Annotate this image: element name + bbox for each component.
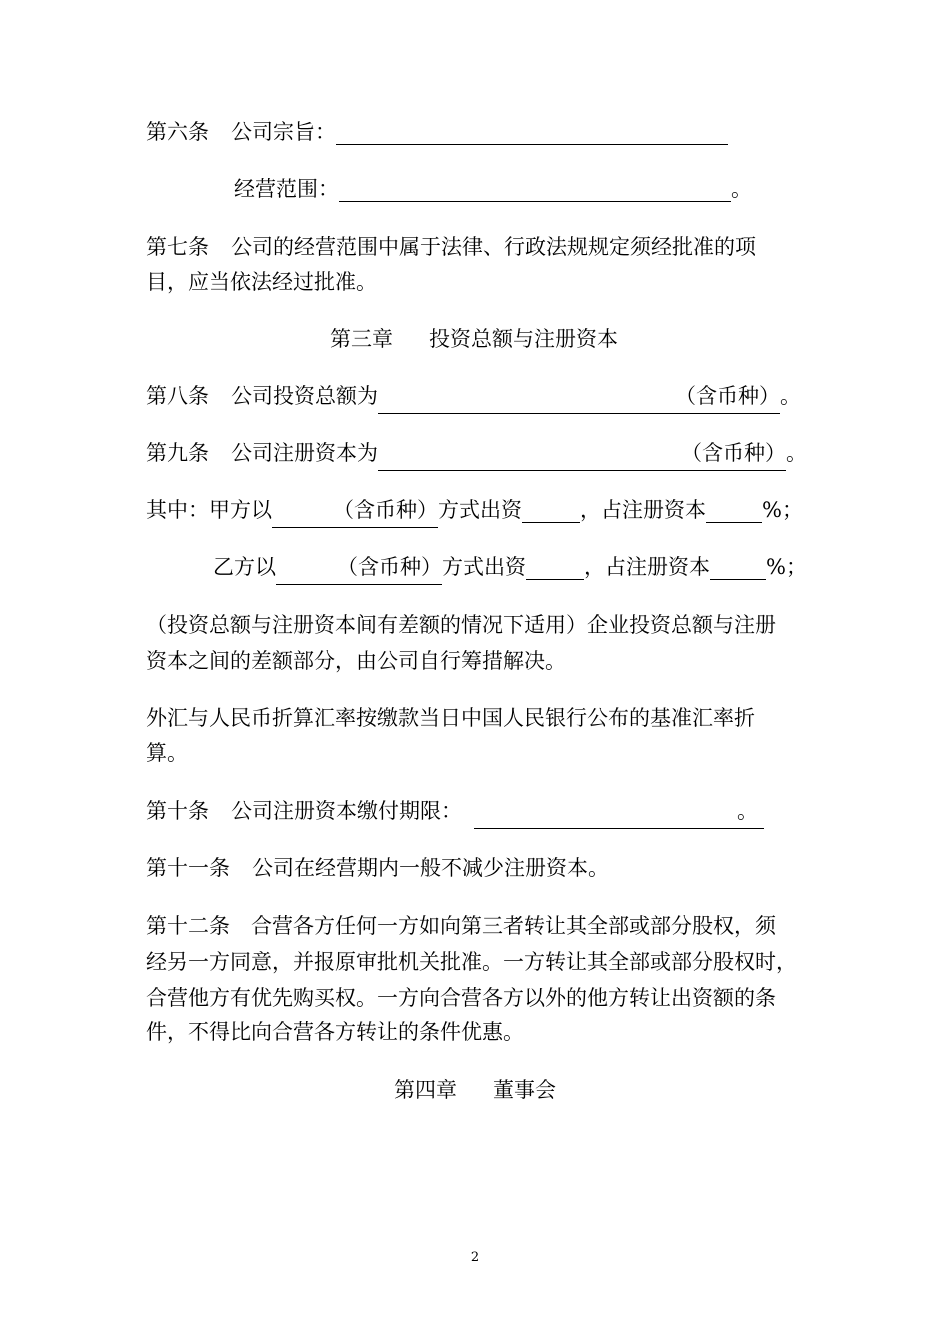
article-8: [146, 379, 801, 414]
fx-line-1: [146, 701, 755, 735]
party-a-percent-blank: [706, 498, 762, 523]
note-line-1: [146, 608, 776, 642]
article-number: 第八条: [146, 384, 209, 408]
article-12-line-1: [146, 909, 776, 943]
party-a-currency-blank: [272, 493, 438, 528]
currency-note: （含币种）: [333, 498, 438, 522]
chapter-number: 第三章: [330, 327, 393, 351]
share-text: ，占注册资本: [580, 498, 706, 522]
party-b-percent-blank: [710, 555, 766, 580]
article-6-purpose: [146, 115, 728, 149]
scope-blank: [339, 177, 731, 202]
article-end: 。: [737, 799, 758, 823]
article-end: 。: [780, 384, 801, 408]
party-a-prefix: 其中：甲方以: [146, 498, 272, 522]
article-12-text: 件，不得比向合营各方转让的条件优惠。: [146, 1020, 524, 1044]
article-12-text: 经另一方同意，并报原审批机关批准。一方转让其全部或部分股权时，: [146, 950, 797, 974]
fx-text-cont: 算。: [146, 741, 188, 765]
article-number: 第九条: [146, 441, 209, 465]
note-line-2: [146, 644, 566, 678]
article-12-line-3: [146, 981, 776, 1015]
article-7-text-cont: 目，应当依法经过批准。: [146, 270, 377, 294]
contribution-text: 方式出资: [438, 498, 522, 522]
article-10-text: 公司注册资本缴付期限：: [231, 799, 462, 823]
chapter-4-heading: [0, 1073, 950, 1107]
article-11: [146, 851, 609, 885]
article-9-text: 公司注册资本为: [231, 441, 378, 465]
currency-note: （含币种）: [681, 441, 786, 465]
article-7-line-1: [146, 230, 756, 264]
note-text-cont: 资本之间的差额部分，由公司自行筹措解决。: [146, 649, 566, 673]
chapter-title: 董事会: [493, 1078, 556, 1102]
article-11-text: 公司在经营期内一般不减少注册资本。: [252, 856, 609, 880]
article-10: [146, 794, 764, 829]
share-text: ，占注册资本: [584, 555, 710, 579]
article-6-scope: [234, 172, 752, 206]
article-12-line-4: [146, 1015, 524, 1049]
scope-label: 经营范围：: [234, 177, 339, 201]
purpose-blank: [336, 120, 728, 145]
party-a-method-blank: [522, 498, 580, 523]
chapter-number: 第四章: [394, 1078, 457, 1102]
article-number: 第七条: [146, 235, 209, 259]
article-12-line-2: [146, 945, 797, 979]
party-b-prefix: 乙方以: [213, 555, 276, 579]
article-8-text: 公司投资总额为: [231, 384, 378, 408]
purpose-label: 公司宗旨：: [231, 120, 336, 144]
page-number: 2: [470, 1250, 480, 1265]
investment-blank: [378, 379, 780, 414]
currency-note: （含币种）: [337, 555, 442, 579]
article-12-text: 合营他方有优先购买权。一方向合营各方以外的他方转让出资额的条: [146, 986, 776, 1010]
article-7-text: 公司的经营范围中属于法律、行政法规规定须经批准的项: [231, 235, 756, 259]
contribution-text: 方式出资: [442, 555, 526, 579]
chapter-title: 投资总额与注册资本: [429, 327, 618, 351]
percent-sign: %；: [766, 555, 807, 579]
chapter-3-heading: [0, 322, 949, 356]
party-b-currency-blank: [276, 550, 442, 585]
article-end: 。: [786, 441, 807, 465]
capital-blank: [378, 436, 786, 471]
fx-text: 外汇与人民币折算汇率按缴款当日中国人民银行公布的基准汇率折: [146, 706, 755, 730]
party-b-line: [213, 550, 807, 585]
party-a-line: [146, 493, 803, 528]
article-7-line-2: [146, 265, 377, 299]
article-number: 第六条: [146, 120, 209, 144]
fx-line-2: [146, 736, 188, 770]
scope-end: 。: [731, 177, 752, 201]
article-12-text: 第十二条 合营各方任何一方如向第三者转让其全部或部分股权，须: [146, 914, 776, 938]
percent-sign: %；: [762, 498, 803, 522]
note-text: （投资总额与注册资本间有差额的情况下适用）企业投资总额与注册: [146, 613, 776, 637]
article-number: 第十一条: [146, 856, 230, 880]
article-number: 第十条: [146, 799, 209, 823]
party-b-method-blank: [526, 555, 584, 580]
article-9: [146, 436, 807, 471]
payment-deadline-blank: [474, 794, 764, 829]
currency-note: （含币种）: [675, 384, 780, 408]
